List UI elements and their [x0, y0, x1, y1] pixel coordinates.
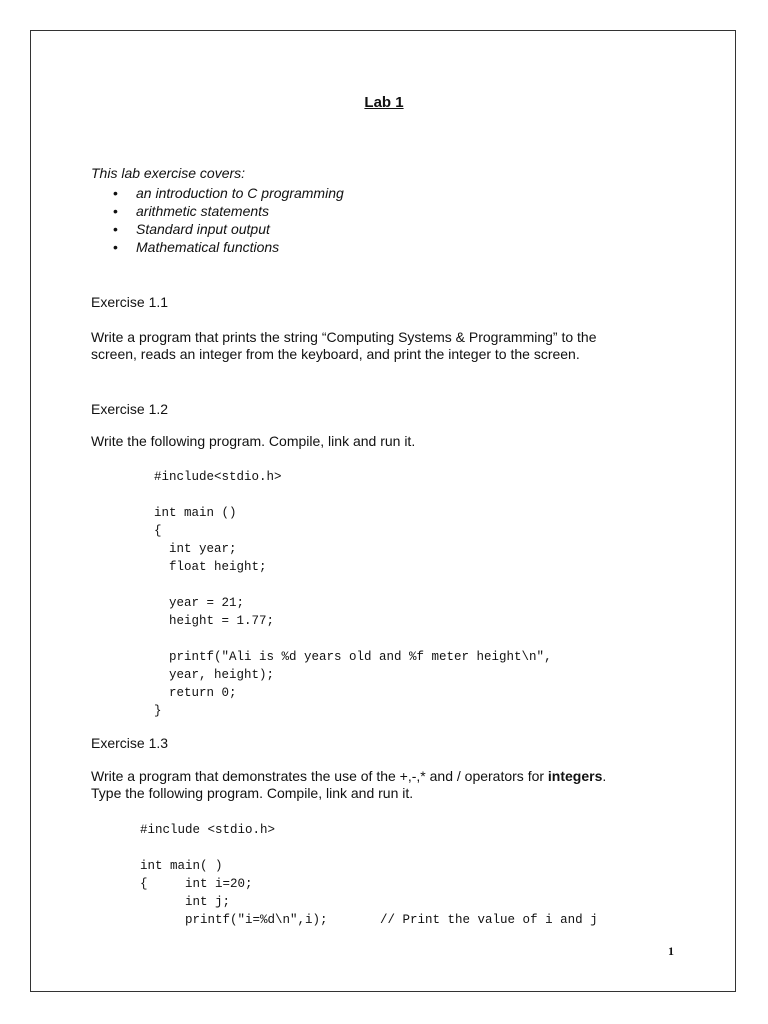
code-line: {	[154, 524, 162, 538]
code-line: height = 1.77;	[154, 614, 275, 628]
list-item: • Mathematical functions	[113, 239, 280, 255]
list-item: • Standard input output	[113, 221, 270, 237]
exercise-1-3-text-line-2: Type the following program. Compile, link and run it.	[91, 785, 414, 801]
exercise-1-1-text-line-1: Write a program that prints the string “Computing Systems & Programming” to the	[91, 329, 597, 345]
exercise-1-3-code	[140, 821, 598, 929]
code-line	[140, 839, 598, 857]
exercise-1-3-text-line-1: Write a program that demonstrates the use of the +,-,* and / operators for integers.	[91, 768, 607, 784]
topics-list	[113, 184, 344, 256]
code-line: return 0;	[154, 686, 237, 700]
bullet-icon: •	[113, 203, 118, 219]
code-line: year = 21;	[154, 596, 245, 610]
exercise-1-1-heading: Exercise 1.1	[91, 294, 169, 310]
page-title: Lab 1	[364, 94, 404, 111]
bullet-icon: •	[113, 221, 118, 237]
intro-text: This lab exercise covers:	[91, 165, 246, 181]
exercise-1-2-heading: Exercise 1.2	[91, 401, 169, 417]
code-line: int main( )	[140, 859, 223, 873]
code-line	[154, 576, 552, 594]
code-line: #include<stdio.h>	[154, 470, 282, 484]
code-line: printf("i=%d\n",i); // Print the value of i and j	[140, 913, 598, 927]
code-line: int main ()	[154, 506, 237, 520]
code-line: #include <stdio.h>	[140, 823, 276, 837]
page-number: 1	[668, 944, 674, 958]
emphasis-integers: integers	[547, 768, 603, 784]
code-line: year, height);	[154, 668, 275, 682]
code-line	[154, 630, 552, 648]
bullet-icon: •	[113, 185, 118, 201]
code-line	[154, 486, 552, 504]
code-line: float height;	[154, 560, 267, 574]
code-line: }	[154, 704, 162, 718]
list-item: • arithmetic statements	[113, 203, 270, 219]
exercise-1-2-code	[154, 468, 552, 720]
code-line: printf("Ali is %d years old and %f meter height\n",	[154, 650, 552, 664]
bullet-icon: •	[113, 239, 118, 255]
code-line: int j;	[140, 895, 231, 909]
exercise-1-3-heading: Exercise 1.3	[91, 735, 169, 751]
code-line: int year;	[154, 542, 237, 556]
list-item: • an introduction to C programming	[113, 185, 344, 201]
exercise-1-1-text-line-2: screen, reads an integer from the keyboard, and print the integer to the screen.	[91, 346, 580, 362]
exercise-1-2-text: Write the following program. Compile, link and run it.	[91, 433, 416, 449]
code-line: { int i=20;	[140, 877, 253, 891]
